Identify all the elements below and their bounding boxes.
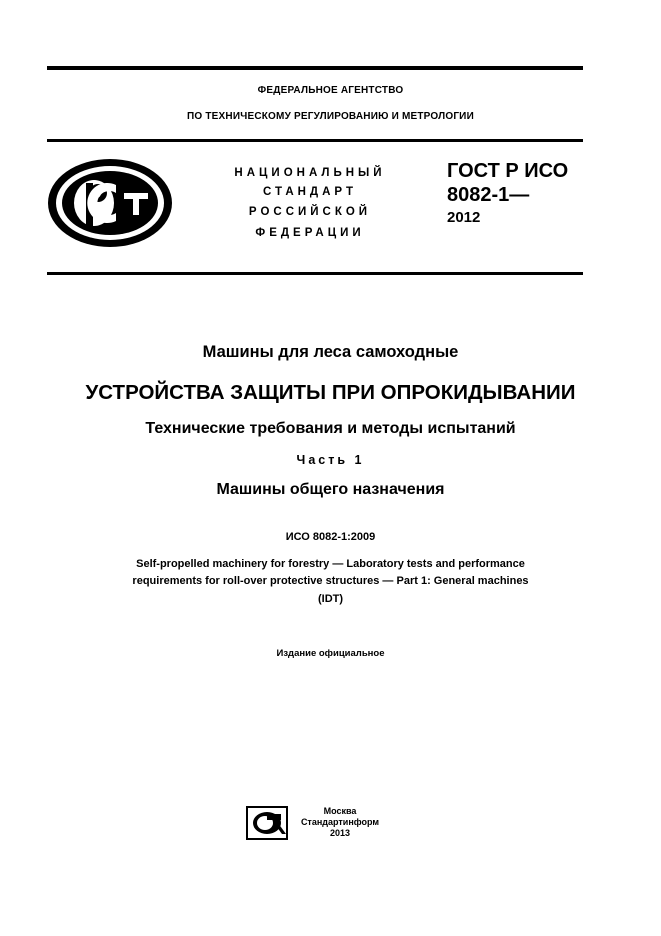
english-title-line-3: (IDT): [317, 593, 344, 605]
title-part: Часть 1: [296, 453, 365, 467]
national-line-1: НАЦИОНАЛЬНЫЙ: [234, 167, 386, 179]
gost-r-logo-icon: [46, 157, 174, 249]
title-group: Машины для леса самоходные: [202, 343, 459, 361]
publisher-name: Стандартинформ: [300, 817, 380, 827]
edition-note: Издание официальное: [276, 648, 385, 659]
english-title-line-2: requirements for roll-over protective structures — Part 1: General machines: [132, 575, 529, 587]
national-line-3: РОССИЙСКОЙ: [248, 206, 372, 218]
top-rule: [47, 66, 583, 70]
iso-reference: ИСО 8082-1:2009: [285, 531, 376, 543]
agency-line-2: ПО ТЕХНИЧЕСКОМУ РЕГУЛИРОВАНИЮ И МЕТРОЛОГИИ: [187, 111, 474, 122]
designation-line-3: 2012: [447, 209, 481, 226]
designation-line-1: ГОСТ Р ИСО: [447, 160, 569, 182]
english-title-line-1: Self-propelled machinery for forestry — Laboratory tests and performance: [136, 558, 525, 570]
standartinform-logo-icon: [246, 806, 288, 840]
publisher-year: 2013: [329, 828, 351, 838]
title-sub: Технические требования и методы испытаний: [145, 420, 516, 437]
title-part-name: Машины общего назначения: [216, 481, 445, 498]
designation-line-2: 8082-1—: [447, 184, 530, 206]
masthead-rule: [47, 272, 583, 275]
publisher-city: Москва: [323, 806, 357, 816]
header-divider: [47, 139, 583, 142]
national-line-2: СТАНДАРТ: [263, 186, 357, 198]
agency-line-1: ФЕДЕРАЛЬНОЕ АГЕНТСТВО: [257, 85, 404, 96]
national-line-4: ФЕДЕРАЦИИ: [255, 227, 365, 239]
title-main: УСТРОЙСТВА ЗАЩИТЫ ПРИ ОПРОКИДЫВАНИИ: [85, 381, 576, 404]
